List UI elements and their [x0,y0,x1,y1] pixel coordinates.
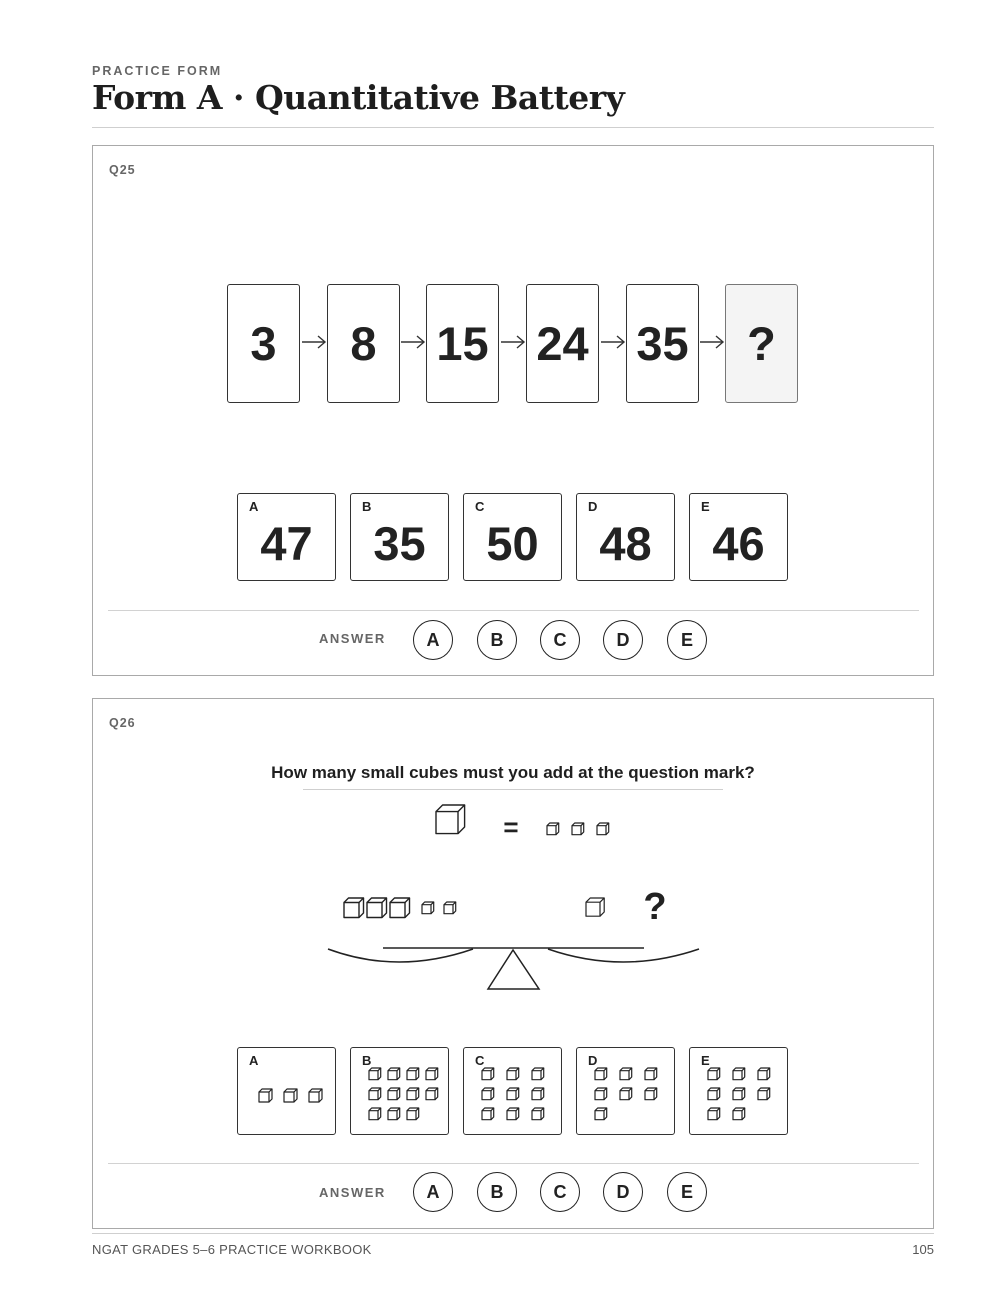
option-card-a [237,493,336,581]
answer-bubble-c[interactable]: C [540,1172,580,1212]
small-cube-icon [620,1088,632,1100]
small-cube-icon [422,902,434,914]
small-cube-icon [708,1068,720,1080]
question-number: Q25 [109,163,136,177]
option-card-c [463,493,562,581]
arrow-right-icon [600,334,626,350]
small-cube-icon [407,1108,419,1120]
small-cube-icon [388,1088,400,1100]
small-cube-icon [532,1068,544,1080]
option-value: 35 [373,517,426,570]
page-title: Form A · Quantitative Battery [92,78,625,117]
form-eyebrow: PRACTICE FORM [92,64,223,78]
sequence-card: 35 [626,284,699,403]
question-26-card [92,698,934,1229]
option-letter: D [588,1053,598,1068]
small-cube-icon [620,1068,632,1080]
small-cube-icon [708,1088,720,1100]
small-cube-icon [369,1068,381,1080]
answer-bubble-a[interactable]: A [413,620,453,660]
small-cube-icon [733,1088,745,1100]
large-cube-icon [436,805,465,834]
answer-label: ANSWER [319,1185,386,1200]
small-cube-icon [309,1089,322,1102]
small-cube-icon [259,1089,272,1102]
option-card-d [576,1047,675,1135]
answer-bubble-d[interactable]: D [603,620,643,660]
option-card-b [350,1047,449,1135]
answer-bubble-d[interactable]: D [603,1172,643,1212]
option-card-d [576,493,675,581]
option-cubes [464,1048,563,1136]
small-cube-icon [369,1108,381,1120]
option-letter: A [249,1053,259,1068]
answer-bubble-c[interactable]: C [540,620,580,660]
small-cube-icon [572,823,584,835]
option-value: 50 [486,517,539,570]
large-cube-icon [436,805,465,834]
footer-title: NGAT GRADES 5–6 PRACTICE WORKBOOK [92,1242,372,1257]
option-cubes [351,1048,450,1136]
question-number: Q26 [109,716,136,730]
option-value: 46 [712,517,765,570]
arrow-right-icon [699,334,725,350]
option-letter: B [362,499,372,514]
option-card-b [350,493,449,581]
small-cube-icon [532,1088,544,1100]
answer-bubble-b[interactable]: B [477,1172,517,1212]
option-letter: E [701,499,710,514]
key-small-cubes [547,823,609,835]
small-cube-icon [507,1108,519,1120]
option-letter: B [362,1053,372,1068]
small-cube-icon [388,1068,400,1080]
fulcrum-triangle [488,950,539,989]
small-cube-icon [597,823,609,835]
question-25-card [92,145,934,676]
small-cube-icon [733,1068,745,1080]
small-cube-icon [482,1088,494,1100]
page-number: 105 [912,1242,934,1257]
small-cube-icon [426,1068,438,1080]
small-cube-icon [586,898,604,916]
option-letter: D [588,499,598,514]
small-cube-icon [595,1068,607,1080]
small-cube-icon [532,1108,544,1120]
option-card-a [237,1047,336,1135]
option-card-e [689,493,788,581]
option-letter: A [249,499,259,514]
small-cube-icon [284,1089,297,1102]
sequence-card: 24 [526,284,599,403]
question-prompt: How many small cubes must you add at the question mark? [271,763,755,782]
right-pan [548,949,699,962]
option-value: 47 [260,517,313,570]
right-pan-cubes [586,898,604,916]
small-cube-icon [388,1108,400,1120]
balance-scale-figure [93,699,935,1039]
arrow-right-icon [500,334,526,350]
equals-sign: = [503,812,519,842]
small-cube-icon [708,1108,720,1120]
small-cube-icon [482,1068,494,1080]
left-pan-cubes [344,898,456,918]
small-cube-icon [426,1088,438,1100]
small-cube-icon [733,1108,745,1120]
small-cube-icon [482,1108,494,1120]
answer-divider [108,1163,919,1164]
sequence-card: 8 [327,284,400,403]
answer-bubble-e[interactable]: E [667,620,707,660]
left-pan [328,949,473,962]
missing-term-card: ? [725,284,798,403]
small-cube-icon [369,1088,381,1100]
option-letter: E [701,1053,710,1068]
small-cube-icon [547,823,559,835]
large-cube-icon [367,898,387,918]
option-card-c [463,1047,562,1135]
option-cubes [690,1048,789,1136]
large-cube-icon [344,898,364,918]
small-cube-icon [407,1068,419,1080]
option-cubes [238,1048,337,1136]
answer-bubble-b[interactable]: B [477,620,517,660]
arrow-right-icon [400,334,426,350]
footer-divider [92,1233,934,1234]
sequence-card: 3 [227,284,300,403]
small-cube-icon [758,1088,770,1100]
answer-bubble-e[interactable]: E [667,1172,707,1212]
answer-divider [108,610,919,611]
option-card-e [689,1047,788,1135]
small-cube-icon [758,1068,770,1080]
option-letter: C [475,1053,485,1068]
answer-label: ANSWER [319,631,386,646]
sequence-card: 15 [426,284,499,403]
small-cube-icon [407,1088,419,1100]
small-cube-icon [507,1088,519,1100]
option-value: 48 [599,517,652,570]
small-cube-icon [507,1068,519,1080]
unknown-question-mark: ? [643,886,667,928]
small-cube-icon [595,1108,607,1120]
small-cube-icon [645,1088,657,1100]
small-cube-icon [595,1088,607,1100]
option-cubes [577,1048,676,1136]
option-letter: C [475,499,485,514]
answer-bubble-a[interactable]: A [413,1172,453,1212]
small-cube-icon [645,1068,657,1080]
small-cube-icon [444,902,456,914]
arrow-right-icon [301,334,327,350]
large-cube-icon [390,898,410,918]
title-divider [92,127,934,128]
